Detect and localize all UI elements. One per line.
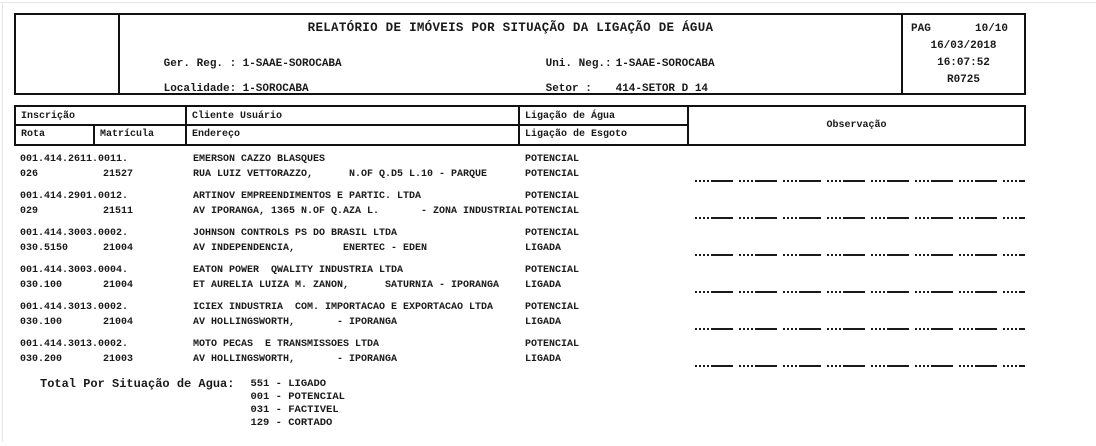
localidade-label: Localidade: — [163, 83, 237, 95]
observacao-line — [695, 254, 1025, 256]
ligacao-esgoto-value: LIGADA — [525, 317, 562, 328]
total-potencial: 001 - POTENCIAL — [250, 391, 345, 403]
cliente-value: JOHNSON CONTROLS PS DO BRASIL LTDA — [193, 228, 398, 239]
col-header-rota: Rota — [16, 126, 95, 144]
report-title: RELATÓRIO DE IMÓVEIS POR SITUAÇÃO DA LIGAÇÃO DE ÁGUA — [307, 21, 714, 35]
endereco-value: AV IPORANGA, 1365 N.OF Q.AZA L. - ZONA INDUSTRIAL — [193, 206, 524, 217]
report-time: 16:07:52 — [937, 57, 990, 69]
ger-reg-label: Ger. Reg. : — [163, 58, 237, 70]
rota-value: 030.5150 — [20, 243, 69, 254]
ligacao-agua-value: POTENCIAL — [525, 154, 580, 165]
localidade-line — [124, 71, 309, 107]
observacao-line — [695, 365, 1025, 367]
ligacao-agua-value: POTENCIAL — [525, 265, 580, 276]
page-value: 10/10 — [974, 23, 1008, 35]
totals-values — [250, 378, 345, 430]
ger-reg-value: 1-SAAE-SOROCABA — [242, 58, 342, 70]
table-row — [16, 189, 1025, 219]
cliente-value: ICIEX INDUSTRIA COM. IMPORTACAO E EXPORTACAO LTDA — [193, 302, 494, 313]
rota-value: 030.200 — [20, 354, 63, 365]
col-header-cliente: Cliente Usuário — [187, 107, 520, 126]
inscricao-value: 001.414.3003.0002. — [20, 228, 129, 239]
total-ligado: 551 - LIGADO — [250, 378, 327, 390]
ligacao-esgoto-value: LIGADA — [525, 354, 562, 365]
col-header-observacao: Observação — [826, 120, 887, 131]
endereco-value: AV HOLLINGSWORTH, - IPORANGA — [193, 317, 398, 328]
col-header-ligacao-agua: Ligação de Água — [520, 107, 689, 126]
matricula-value: 21511 — [103, 206, 134, 217]
inscricao-value: 001.414.3013.0002. — [20, 339, 129, 350]
logo-area — [16, 15, 120, 93]
total-factivel: 031 - FACTIVEL — [250, 404, 339, 416]
inscricao-value: 001.414.3003.0004. — [20, 265, 129, 276]
report-header-box — [14, 13, 1026, 95]
observacao-line — [695, 180, 1025, 182]
setor-value: 414-SETOR D 14 — [615, 83, 709, 95]
endereco-value: ET AURELIA LUIZA M. ZANON, SATURNIA - IPORANGA — [193, 280, 500, 291]
endereco-value: RUA LUIZ VETTORAZZO, N.OF Q.D5 L.10 - PARQUE — [193, 169, 488, 180]
observacao-line — [695, 217, 1025, 219]
matricula-value: 21003 — [103, 354, 134, 365]
table-row — [16, 226, 1025, 256]
screen-edge-line-top — [0, 2, 1096, 3]
rota-value: 030.100 — [20, 317, 63, 328]
endereco-value: AV HOLLINGSWORTH, - IPORANGA — [193, 354, 398, 365]
col-header-inscricao: Inscrição — [16, 107, 187, 126]
table-row — [16, 337, 1025, 367]
ligacao-agua-value: POTENCIAL — [525, 191, 580, 202]
setor-line — [506, 71, 708, 107]
ligacao-agua-value: POTENCIAL — [525, 228, 580, 239]
matricula-value: 21527 — [103, 169, 134, 180]
matricula-value: 21004 — [103, 280, 134, 291]
inscricao-value: 001.414.2901.0012. — [20, 191, 129, 202]
ligacao-agua-value: POTENCIAL — [525, 339, 580, 350]
inscricao-value: 001.414.2611.0011. — [20, 154, 129, 165]
total-cortado: 129 - CORTADO — [250, 417, 333, 429]
report-code: R0725 — [946, 74, 980, 86]
page-indicator — [903, 21, 1024, 38]
ligacao-agua-value: POTENCIAL — [525, 302, 580, 313]
cliente-value: MOTO PECAS E TRANSMISSOES LTDA — [193, 339, 380, 350]
cliente-value: EMERSON CAZZO BLASQUES — [193, 154, 326, 165]
matricula-value: 21004 — [103, 317, 134, 328]
page-label: PAG — [911, 23, 931, 35]
header-center — [120, 15, 901, 93]
totals-label: Total Por Situação de Agua: — [40, 377, 235, 391]
ligacao-esgoto-value: LIGADA — [525, 243, 562, 254]
ligacao-esgoto-value: POTENCIAL — [525, 169, 580, 180]
col-header-matricula: Matrícula — [95, 126, 187, 144]
setor-label: Setor : — [545, 83, 592, 95]
ligacao-esgoto-value: LIGADA — [525, 280, 562, 291]
ligacao-esgoto-value: POTENCIAL — [525, 206, 580, 217]
observacao-line — [695, 328, 1025, 330]
rota-value: 026 — [20, 169, 39, 180]
rota-value: 030.100 — [20, 280, 63, 291]
rota-value: 029 — [20, 206, 39, 217]
endereco-value: AV INDEPENDENCIA, ENERTEC - EDEN — [193, 243, 428, 254]
report-date: 16/03/2018 — [930, 40, 997, 52]
table-row — [16, 263, 1025, 293]
observacao-line — [695, 291, 1025, 293]
header-meta-box — [901, 15, 1024, 93]
matricula-value: 21004 — [103, 243, 134, 254]
water-status-totals — [40, 378, 345, 430]
localidade-value: 1-SOROCABA — [242, 83, 309, 95]
uni-neg-value: 1-SAAE-SOROCABA — [615, 58, 715, 70]
table-row — [16, 300, 1025, 330]
screen-edge-line-left — [2, 2, 3, 442]
table-header — [14, 105, 1026, 146]
col-header-ligacao-esgoto: Ligação de Esgoto — [520, 126, 689, 144]
col-header-endereco: Endereço — [187, 126, 520, 144]
uni-neg-label: Uni. Neg.: — [545, 58, 612, 70]
cliente-value: EATON POWER QWALITY INDUSTRIA LTDA — [193, 265, 404, 276]
records-list — [16, 152, 1025, 374]
inscricao-value: 001.414.3013.0002. — [20, 302, 129, 313]
cliente-value: ARTINOV EMPREENDIMENTOS E PARTIC. LTDA — [193, 191, 422, 202]
table-row — [16, 152, 1025, 182]
